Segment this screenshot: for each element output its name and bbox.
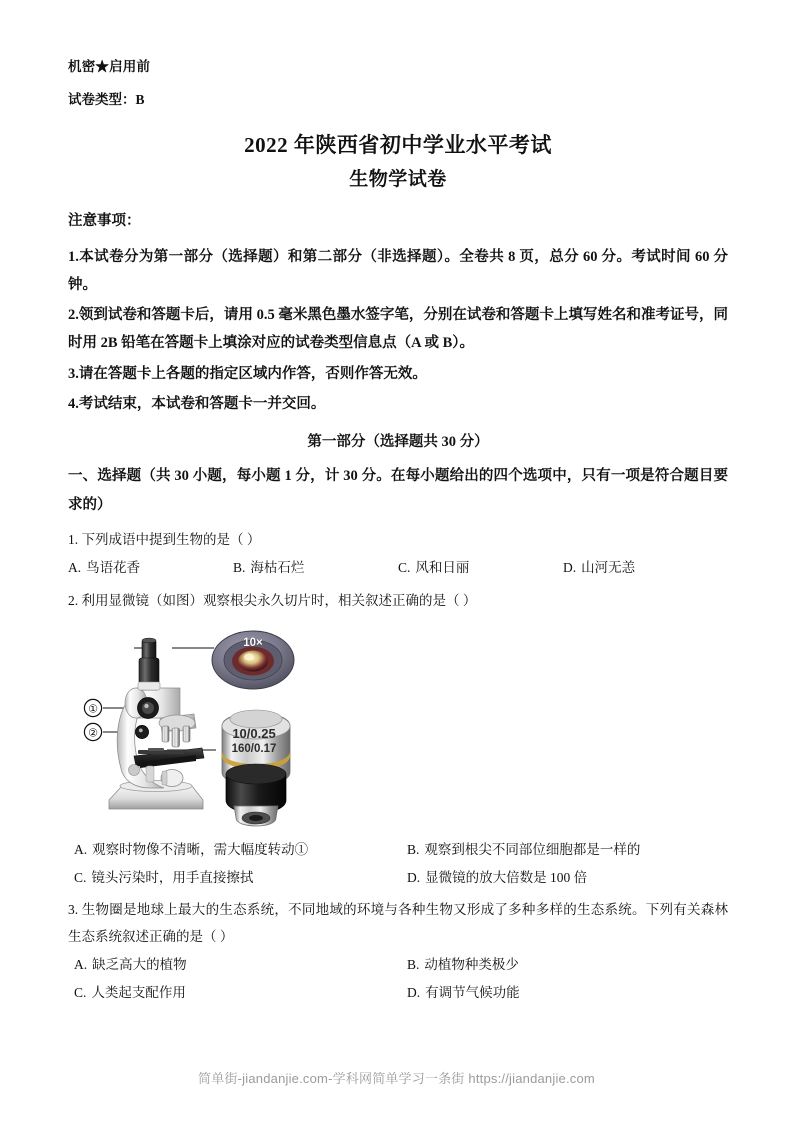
secret-notice: 机密★启用前 [68, 59, 151, 74]
question-3-option-c[interactable] [68, 980, 395, 1006]
notices-heading: 注意事项： [68, 213, 141, 229]
option-label: D. [407, 870, 421, 886]
question-3-option-b[interactable] [395, 952, 728, 978]
question-2-options-row-1 [68, 837, 728, 863]
question-3-options-row-2 [68, 980, 728, 1006]
question-1-text: 下列成语中提到生物的是（ ） [81, 531, 261, 547]
objective-tube-length-label: 160/0.17 [231, 742, 277, 755]
page-subtitle: 生物学试卷 [349, 169, 447, 191]
callout-1-label: ① [88, 703, 98, 716]
question-2-option-a[interactable] [68, 837, 395, 863]
option-text: 缺乏高大的植物 [92, 957, 187, 973]
notice-item-2: 2.领到试卷和答题卡后，请用 0.5 毫米黑色墨水签字笔，分别在试卷和答题卡上填写姓名和准考证号，同时用 2B 铅笔在答题卡上填涂对应的试卷类型信息点（A 或 B）。 [68, 307, 728, 352]
question-1-stem [68, 527, 728, 553]
option-text: 观察时物像不清晰，需大幅度转动① [92, 841, 309, 857]
callout-marker-1 [84, 699, 101, 716]
option-label: D. [407, 985, 421, 1001]
option-text: 鸟语花香 [86, 560, 141, 576]
callout-marker-2 [84, 723, 101, 740]
option-text: 显微镜的放大倍数是 100 倍 [425, 870, 588, 886]
eyepiece-closeup [212, 631, 294, 689]
paper-type-label: 试卷类型：B [68, 91, 145, 107]
question-3-text: 生物圈是地球上最大的生态系统，不同地域的环境与各种生物又形成了多种多样的生态系统。下列有关森林生态系统叙述正确的是（ ） [68, 902, 729, 944]
microscope-body [109, 638, 204, 809]
option-label: C. [74, 985, 87, 1001]
question-2-stem [68, 588, 728, 614]
option-label: D. [563, 560, 577, 576]
question-3-option-d[interactable] [395, 980, 728, 1006]
question-3-options-row-1 [68, 952, 728, 978]
objective-lens-closeup [222, 710, 290, 826]
option-label: C. [74, 870, 87, 886]
question-2-option-b[interactable] [395, 837, 728, 863]
question-1-number: 1. [68, 531, 79, 547]
question-1-option-d[interactable] [563, 555, 728, 581]
objective-aperture-label: 10/0.25 [232, 725, 276, 741]
page-content [68, 60, 728, 1009]
option-text: 动植物种类极少 [424, 957, 519, 973]
notice-item-4: 4.考试结束，本试卷和答题卡一并交回。 [68, 395, 326, 412]
question-1-options [68, 555, 728, 581]
question-2-options-row-2 [68, 865, 728, 891]
option-text: 人类起支配作用 [91, 985, 186, 1001]
callout-2-label: ② [88, 727, 98, 740]
microscope-illustration [76, 622, 376, 827]
question-1-option-c[interactable] [398, 555, 563, 581]
eyepiece-magnification-label: 10× [243, 636, 263, 649]
section-one-intro: 一、选择题（共 30 小题，每小题 1 分，计 30 分。在每小题给出的四个选项中，只有一项是符合题目要求的） [68, 468, 728, 513]
question-1-option-b[interactable] [233, 555, 398, 581]
page-title: 2022 年陕西省初中学业水平考试 [244, 133, 552, 157]
question-2-option-c[interactable] [68, 865, 395, 891]
question-2-text: 利用显微镜（如图）观察根尖永久切片时，相关叙述正确的是（ ） [81, 592, 477, 608]
option-label: A. [74, 957, 88, 973]
option-text: 镜头污染时，用手直接擦拭 [91, 870, 254, 886]
question-2-number: 2. [68, 592, 79, 608]
option-text: 风和日丽 [415, 560, 470, 576]
notice-item-3: 3.请在答题卡上各题的指定区域内作答，否则作答无效。 [68, 365, 427, 382]
option-label: A. [74, 841, 88, 857]
option-label: B. [407, 957, 420, 973]
microscope-figure [76, 622, 376, 827]
notice-item-1: 1.本试卷分为第一部分（选择题）和第二部分（非选择题）。全卷共 8 页，总分 60 分。考试时间 60 分钟。 [68, 248, 728, 293]
option-label: A. [68, 560, 82, 576]
part-one-title: 第一部分（选择题共 30 分） [307, 434, 489, 451]
question-3-number: 3. [68, 902, 79, 918]
option-label: B. [407, 841, 420, 857]
option-label: C. [398, 560, 411, 576]
option-text: 观察到根尖不同部位细胞都是一样的 [424, 841, 641, 857]
option-label: B. [233, 560, 246, 576]
option-text: 海枯石烂 [250, 560, 305, 576]
question-1-option-a[interactable] [68, 555, 233, 581]
question-2-option-d[interactable] [395, 865, 728, 891]
option-text: 山河无恙 [581, 560, 636, 576]
question-3-option-a[interactable] [68, 952, 395, 978]
question-3-stem [68, 897, 728, 950]
footer-watermark: 简单街-jiandanjie.com-学科网简单学习一条街 https://jiandanjie.com [198, 1071, 595, 1086]
option-text: 有调节气候功能 [425, 985, 520, 1001]
